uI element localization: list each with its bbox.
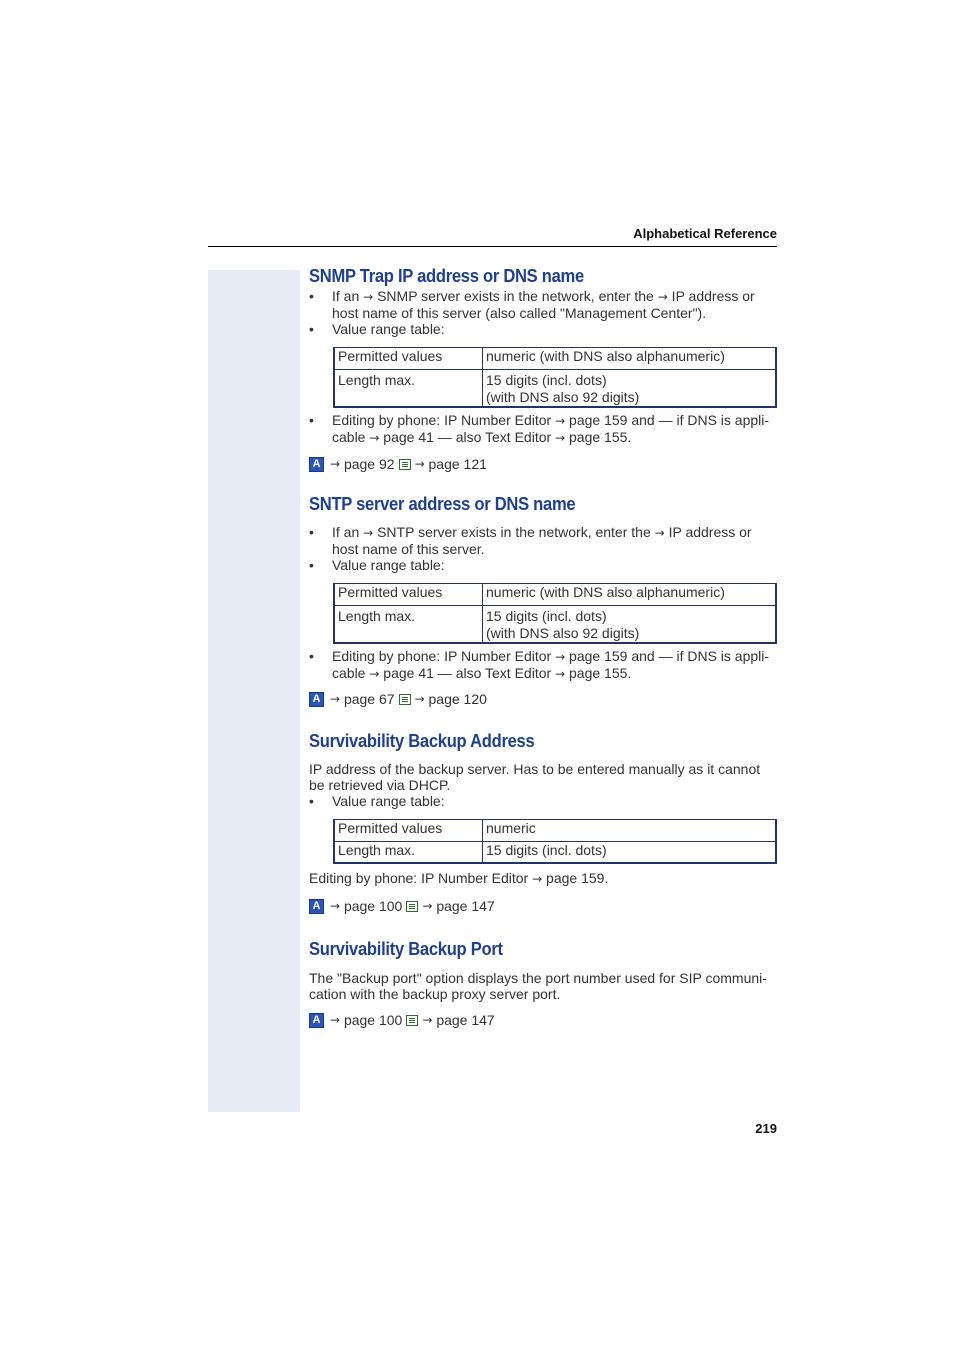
table-cell-value: numeric (with DNS also alphanumeric) <box>483 584 777 606</box>
reference-line <box>309 455 777 473</box>
arrow-icon: → <box>532 872 543 886</box>
running-header: Alphabetical Reference <box>633 226 777 241</box>
local-page-link[interactable]: page 120 <box>428 691 487 707</box>
description: The "Backup port" option displays the port number used for SIP communi- cation with the backup proxy server port. <box>309 970 767 1002</box>
table-row <box>334 348 776 370</box>
admin-page-link[interactable]: page 100 <box>343 1012 403 1028</box>
admin-page-link[interactable]: page 67 <box>343 691 395 707</box>
table-row <box>334 584 776 606</box>
value-range-table <box>333 583 777 644</box>
list-icon <box>399 459 411 470</box>
arrow-icon: → <box>657 290 668 304</box>
arrow-icon: → <box>654 526 665 540</box>
arrow-icon: → <box>363 526 374 540</box>
section-snmp-trap <box>309 265 777 473</box>
section-title: Survivability Backup Port <box>309 939 503 959</box>
bullet-item: • Value range table: <box>309 557 777 573</box>
arrow-icon: → <box>330 457 341 471</box>
local-page-link[interactable]: page 147 <box>436 1012 495 1028</box>
arrow-icon: → <box>330 899 341 913</box>
table-cell-label: Permitted values <box>334 584 483 606</box>
bullet-item: • Value range table: <box>309 793 777 809</box>
arrow-icon: → <box>555 431 566 445</box>
admin-icon: A <box>309 692 324 707</box>
value-range-table <box>333 347 777 408</box>
reference-line <box>309 897 777 915</box>
page-number: 219 <box>755 1121 777 1136</box>
arrow-icon: → <box>555 667 566 681</box>
arrow-icon: → <box>555 414 566 428</box>
table-row <box>334 820 776 842</box>
bullet-item: • Value range table: <box>309 321 777 337</box>
arrow-icon: → <box>555 650 566 664</box>
admin-icon: A <box>309 899 324 914</box>
left-margin-band <box>208 270 300 1112</box>
admin-icon: A <box>309 1013 324 1028</box>
bullet-item: • Editing by phone: IP Number Editor → page 159 and — if DNS is appli- cable → page 41 — also Text Editor → page 155. <box>309 412 777 446</box>
table-cell-label: Permitted values <box>334 820 483 842</box>
arrow-icon: → <box>422 1013 433 1027</box>
arrow-icon: → <box>422 899 433 913</box>
reference-line <box>309 690 777 708</box>
table-cell-label: Length max. <box>334 370 483 408</box>
local-page-link[interactable]: page 147 <box>436 898 495 914</box>
section-title: SNTP server address or DNS name <box>309 494 576 514</box>
section-sntp-server <box>309 493 777 708</box>
table-cell-label: Permitted values <box>334 348 483 370</box>
list-icon <box>406 1015 418 1026</box>
editing-note: Editing by phone: IP Number Editor → page 159. <box>309 870 609 886</box>
table-row <box>334 370 776 408</box>
admin-page-link[interactable]: page 92 <box>343 456 395 472</box>
description: IP address of the backup server. Has to be entered manually as it cannot be retrieved via DHCP. <box>309 761 761 793</box>
value-range-table <box>333 819 777 864</box>
admin-page-link[interactable]: page 100 <box>343 898 403 914</box>
bullet-item: • If an → SNMP server exists in the network, enter the → IP address or host name of this server (also called "Management Center"). <box>309 288 777 321</box>
arrow-icon: → <box>414 457 425 471</box>
arrow-icon: → <box>414 692 425 706</box>
admin-icon: A <box>309 457 324 472</box>
section-title: Survivability Backup Address <box>309 731 535 751</box>
reference-line <box>309 1011 777 1029</box>
local-page-link[interactable]: page 121 <box>428 456 487 472</box>
header-rule <box>208 246 777 247</box>
table-cell-label: Length max. <box>334 606 483 644</box>
table-cell-value: 15 digits (incl. dots) <box>483 842 777 864</box>
list-icon <box>406 901 418 912</box>
section-survivability-backup-port <box>309 938 777 1029</box>
bullet-item: • If an → SNTP server exists in the network, enter the → IP address or host name of this server. <box>309 524 777 557</box>
section-title: SNMP Trap IP address or DNS name <box>309 266 584 286</box>
table-cell-value: numeric (with DNS also alphanumeric) <box>483 348 777 370</box>
arrow-icon: → <box>330 692 341 706</box>
table-row <box>334 606 776 644</box>
table-cell-value: 15 digits (incl. dots) (with DNS also 92 digits) <box>483 606 777 644</box>
section-survivability-backup-address <box>309 730 777 915</box>
list-icon <box>399 694 411 705</box>
arrow-icon: → <box>363 290 374 304</box>
bullet-item: • Editing by phone: IP Number Editor → page 159 and — if DNS is appli- cable → page 41 — also Text Editor → page 155. <box>309 648 777 682</box>
table-cell-value: numeric <box>483 820 777 842</box>
table-cell-label: Length max. <box>334 842 483 864</box>
table-row <box>334 842 776 864</box>
arrow-icon: → <box>330 1013 341 1027</box>
arrow-icon: → <box>369 667 380 681</box>
table-cell-value: 15 digits (incl. dots) (with DNS also 92 digits) <box>483 370 777 408</box>
arrow-icon: → <box>369 431 380 445</box>
